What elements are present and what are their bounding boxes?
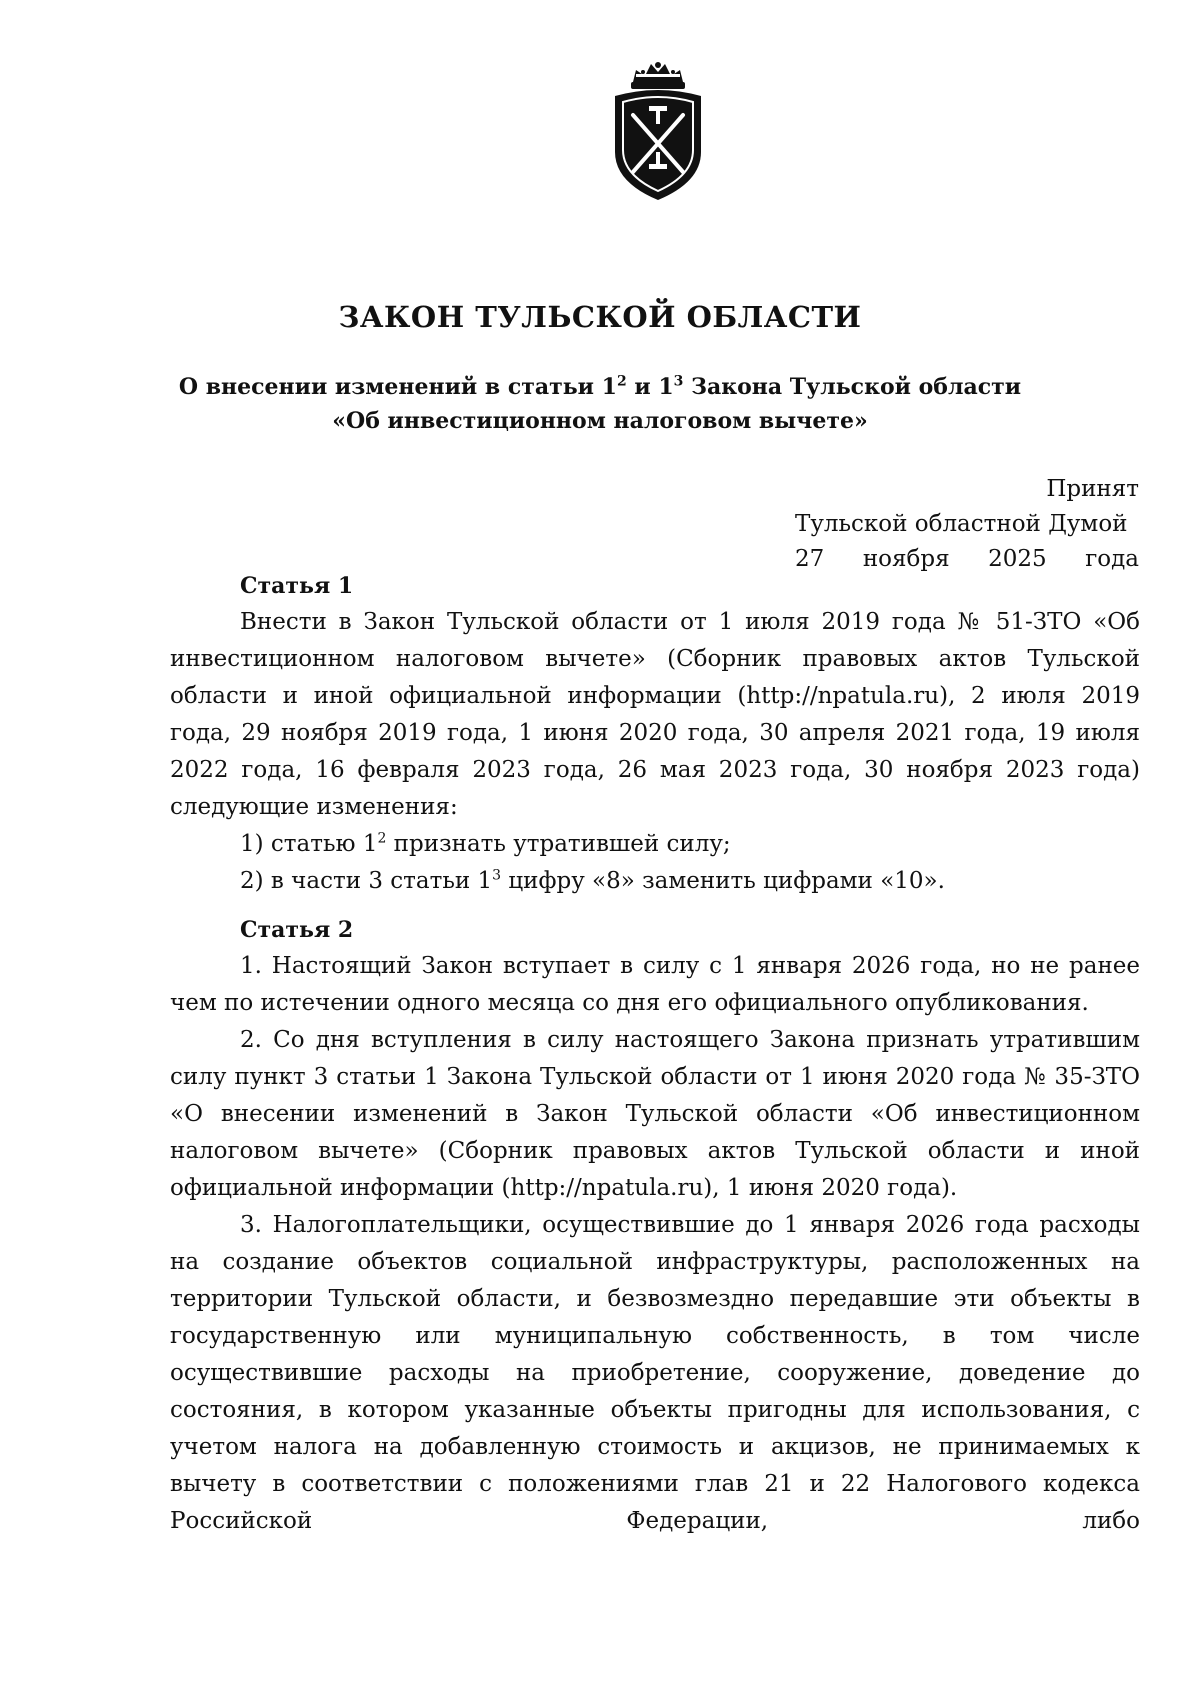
article-1-item-1: 1) статью $1^2$ признать утратившей силу; [240, 830, 731, 857]
article-2 [170, 912, 1140, 1540]
article-1-item-2: 2) в части 3 статьи $1^3$ цифру «8» заменить цифрами «10». [240, 867, 945, 894]
adopted-date: 27 ноября 2025 года [795, 546, 1139, 572]
tula-coat-of-arms-icon [603, 60, 713, 205]
adopted-label: Принят [1046, 476, 1139, 502]
article-1-intro: Внести в Закон Тульской области от 1 июля 2019 года № 51-ЗТО «Об инвестиционном налоговом вычете» (Сборник правовых актов Тульской области и иной официальной информации (http://npatula.ru), 2 июля 2019 года, 29 ноября 2019 года, 1 июня 2020 года, 30 апреля 2021 года, 19 июля 2022 года, 16 февраля 2023 года, 26 мая 2023 года, 30 ноября 2023 года) следующие изменения: [170, 609, 1140, 820]
article-2-heading: Статья 2 [240, 917, 354, 943]
subtitle-line-2: «Об инвестиционном налоговом вычете» [332, 408, 868, 434]
article-2-paragraph-2: 2. Со дня вступления в силу настоящего Закона признать утратившим силу пункт 3 статьи 1 Закона Тульской области от 1 июня 2020 года № 35-ЗТО «О внесении изменений в Закон Тульской области «Об инвестиционном налоговом вычете» (Сборник правовых актов Тульской области и иной официальной информации (http://npatula.ru), 1 июня 2020 года). [170, 1027, 1140, 1201]
law-title: ЗАКОН ТУЛЬСКОЙ ОБЛАСТИ [338, 300, 862, 334]
law-subtitle [0, 370, 1200, 438]
article-2-paragraph-3: 3. Налогоплательщики, осуществившие до 1 января 2026 года расходы на создание объектов социальной инфраструктуры, расположенных на территории Тульской области, и безвозмездно передавшие эти объекты в государственную или муниципальную собственность, в том числе осуществившие расходы на приобретение, сооружение, доведение до состояния, в котором указанные объекты пригодны для использования, с учетом налога на добавленную стоимость и акцизов, не принимаемых к вычету в соответствии с положениями глав 21 и 22 Налогового кодекса Российской Федерации, либо [170, 1212, 1140, 1534]
subtitle-line-1: О внесении изменений в статьи $1^2$ и $1^3$ Закона Тульской области [178, 373, 1022, 400]
article-1-heading: Статья 1 [240, 573, 354, 599]
article-1 [170, 568, 1140, 900]
adopted-by: Тульской областной Думой [795, 511, 1128, 537]
adoption-block [795, 472, 1139, 577]
article-2-paragraph-1: 1. Настоящий Закон вступает в силу с 1 января 2026 года, но не ранее чем по истечении одного месяца со дня его официального опубликования. [170, 953, 1140, 1016]
